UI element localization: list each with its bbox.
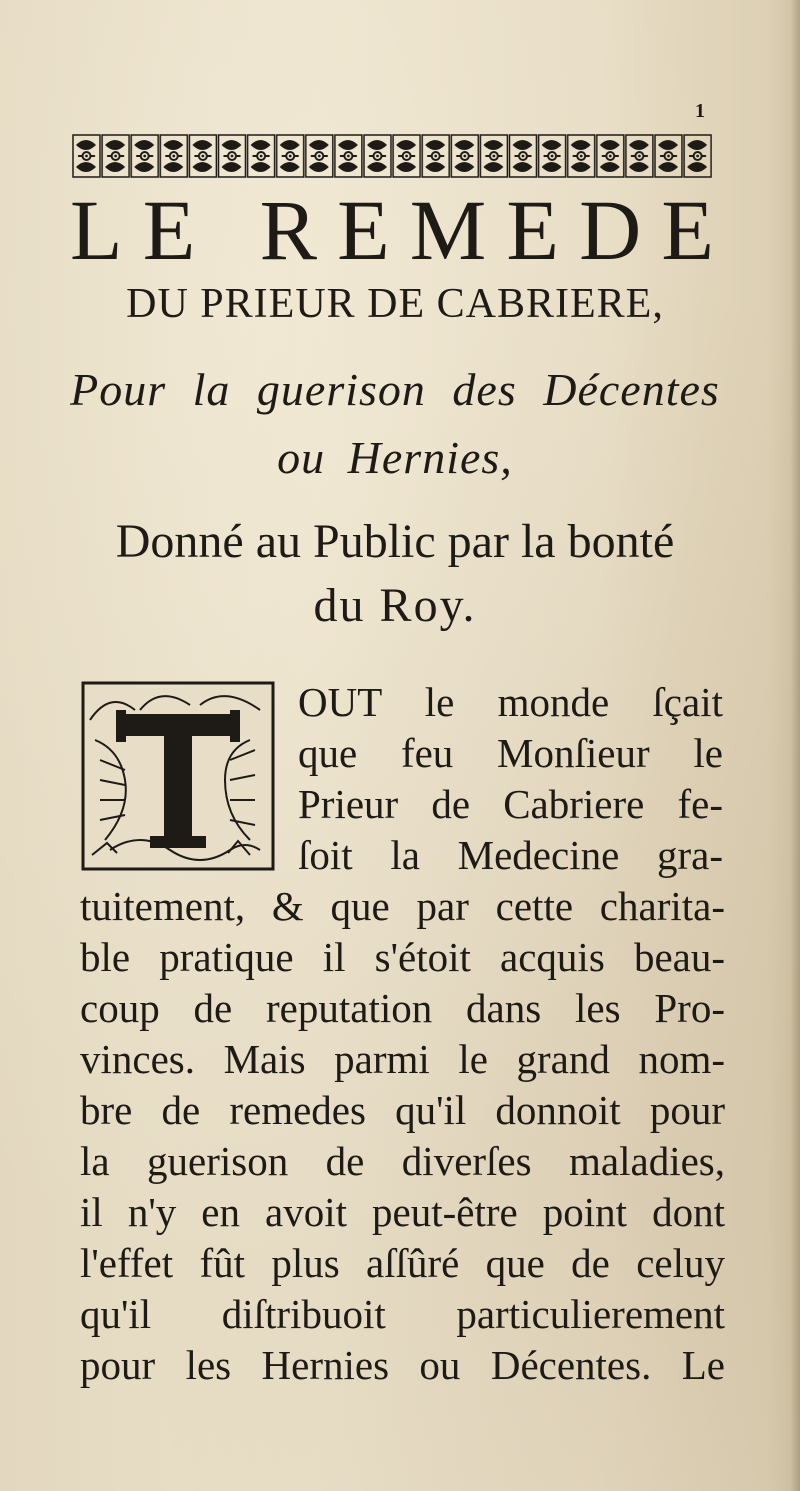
fleuron-band-icon bbox=[72, 133, 712, 179]
title-letter: R bbox=[259, 182, 323, 278]
body-line: ble pratique il s'étoit acquis beau- bbox=[80, 934, 725, 980]
title-letter: E bbox=[661, 182, 720, 278]
title-letter: M bbox=[409, 182, 493, 278]
body-line: l'effet fût plus aſſûré que de celuy bbox=[80, 1240, 725, 1286]
subtitle: DU PRIEUR DE CABRIERE, bbox=[126, 281, 664, 327]
dedication-line: Donné au Public par la bonté bbox=[115, 515, 675, 568]
dedication-line: du Roy. bbox=[313, 579, 477, 632]
title-letter: E bbox=[142, 182, 202, 278]
purpose-line: Pour la guerison des Décentes bbox=[70, 364, 720, 415]
purpose-line: ou Hernies, bbox=[277, 432, 513, 483]
body-line: coup de reputation dans les Pro- bbox=[80, 985, 725, 1031]
body-line: Prieur de Cabriere fe- bbox=[298, 781, 723, 827]
title-letter: D bbox=[579, 182, 648, 278]
body-line: vinces. Mais parmi le grand nom- bbox=[80, 1036, 725, 1082]
body-line: bre de remedes qu'il donnoit pour bbox=[80, 1087, 725, 1133]
page-edge-shadow bbox=[790, 0, 800, 1491]
body-line: ſoit la Medecine gra- bbox=[298, 832, 723, 878]
body-line: OUT le monde ſçait bbox=[298, 679, 723, 725]
body-line: pour les Hernies ou Décentes. Le bbox=[80, 1342, 725, 1388]
title-letter: E bbox=[337, 182, 396, 278]
title-letter: L bbox=[70, 182, 129, 278]
body-line: qu'il diſtribuoit particulierement bbox=[80, 1291, 725, 1337]
body-line: tuitement, & que par cette charita- bbox=[80, 883, 725, 929]
body-line: la guerison de diverſes maladies, bbox=[80, 1138, 725, 1184]
page-number: 1 bbox=[695, 100, 705, 122]
title bbox=[70, 182, 720, 278]
body-line: il n'y en avoit peut-être point dont bbox=[80, 1189, 725, 1235]
body-line: que feu Monſieur le bbox=[298, 730, 723, 776]
title-letter: E bbox=[506, 182, 565, 278]
decorated-initial-t-icon bbox=[80, 680, 276, 872]
